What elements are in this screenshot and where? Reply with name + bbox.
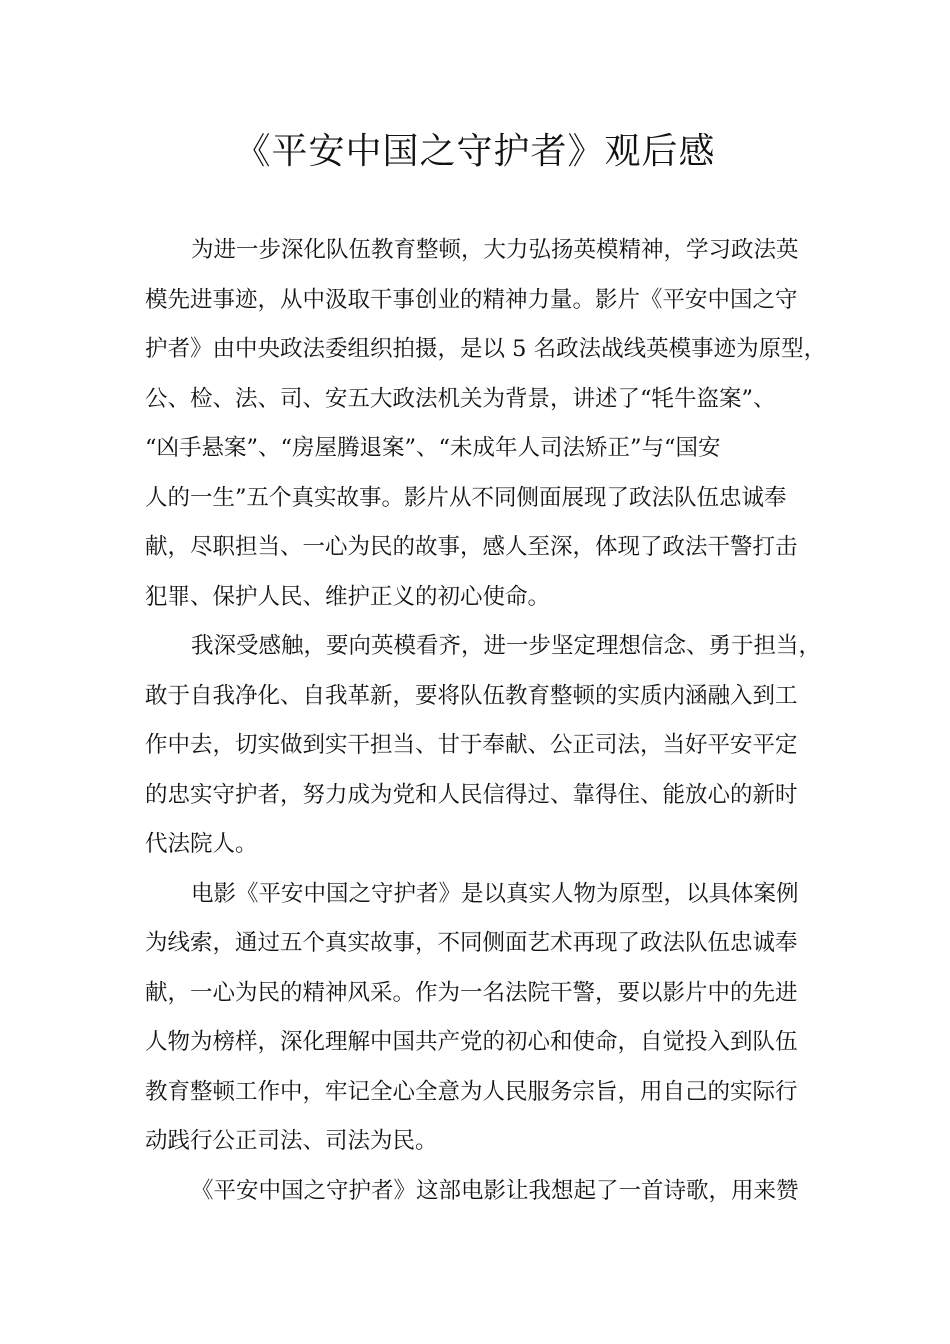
text-line: 教育整顿工作中，牢记全心全意为人民服务宗旨，用自己的实际行 bbox=[145, 1078, 798, 1105]
text-line: 献，一心为民的精神风采。作为一名法院干警，要以影片中的先进 bbox=[145, 979, 798, 1006]
text-line: 的忠实守护者，努力成为党和人民信得过、靠得住、能放心的新时 bbox=[145, 781, 798, 808]
text-line: 《平安中国之守护者》这部电影让我想起了一首诗歌，用来赞 bbox=[191, 1177, 799, 1204]
text-line: 敢于自我净化、自我革新，要将队伍教育整顿的实质内涵融入到工 bbox=[145, 682, 798, 709]
text-line: 动践行公正司法、司法为民。 bbox=[145, 1128, 438, 1154]
paragraph-2 bbox=[145, 622, 825, 870]
text-line: 人的一生”五个真实故事。影片从不同侧面展现了政法队伍忠诚奉 bbox=[145, 484, 787, 511]
text-line: 公、检、法、司、安五大政法机关为背景，讲述了“牦牛盗案”、 bbox=[145, 385, 776, 412]
paragraph-3 bbox=[145, 870, 825, 1167]
text-line: 代法院人。 bbox=[145, 831, 258, 857]
text-line: 护者》由中央政法委组织拍摄，是以 5 名政法战线英模事迹为原型， bbox=[145, 336, 827, 362]
paragraph-4 bbox=[145, 1167, 825, 1217]
text-line: “凶手悬案”、“房屋腾退案”、“未成年人司法矫正”与“国安 bbox=[145, 435, 721, 461]
text-line: 为进一步深化队伍教育整顿，大力弘扬英模精神，学习政法英 bbox=[191, 237, 799, 263]
document-body bbox=[145, 226, 825, 1216]
text-line: 犯罪、保护人民、维护正义的初心使命。 bbox=[145, 583, 551, 610]
text-line: 献，尽职担当、一心为民的故事，感人至深，体现了政法干警打击 bbox=[145, 534, 798, 560]
text-line: 为线索，通过五个真实故事，不同侧面艺术再现了政法队伍忠诚奉 bbox=[145, 930, 798, 956]
text-line: 我深受感触，要向英模看齐，进一步坚定理想信念、勇于担当， bbox=[191, 633, 822, 659]
document-title: 《平安中国之守护者》观后感 bbox=[234, 131, 716, 172]
paragraph-1 bbox=[145, 226, 825, 622]
text-line: 作中去，切实做到实干担当、甘于奉献、公正司法，当好平安平定 bbox=[145, 732, 798, 758]
text-line: 人物为榜样，深化理解中国共产党的初心和使命，自觉投入到队伍 bbox=[145, 1029, 798, 1055]
text-line: 电影《平安中国之守护者》是以真实人物为原型，以具体案例 bbox=[191, 880, 799, 907]
text-line: 模先进事迹，从中汲取干事创业的精神力量。影片《平安中国之守 bbox=[145, 286, 798, 313]
